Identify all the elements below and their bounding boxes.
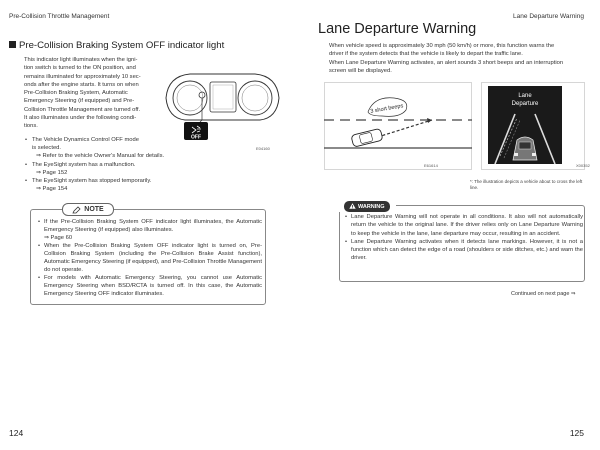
page-reference-link[interactable]: ⇒ Refer to the vehicle Owner's Manual for details. — [36, 153, 165, 160]
page-reference-link[interactable]: ⇒ Page 60 — [44, 235, 73, 241]
note-text — [38, 218, 262, 298]
warning-item: • Lane Departure Warning will not operate in all conditions. It also will not automatically return the vehicle to the original lane. If the driver relies only on Lane Departure Warning to keep the vehicle in the lane, lane departure may occur, resulting in an accident. — [345, 213, 583, 238]
center-display — [210, 82, 236, 112]
warning-display-figure — [481, 82, 585, 170]
figure-code: E04160 — [256, 146, 270, 151]
figure-code: X00352 — [576, 163, 590, 168]
body-line: This indicator light illuminates when the igni- — [24, 57, 138, 63]
beep-label: 3 short beeps — [369, 103, 404, 115]
page-reference-link[interactable]: ⇒ Page 152 — [36, 169, 68, 176]
warning-triangle-icon — [349, 203, 356, 209]
intro-paragraph — [329, 42, 585, 75]
intro-line: When Lane Departure Warning activates, an alert sounds 3 short beeps and an interruption — [329, 59, 564, 66]
body-line: remains illuminated for approximately 10 sec- — [24, 73, 141, 80]
square-bullet-icon — [9, 41, 16, 48]
body-line: It also illuminates under the following condi- — [24, 115, 137, 122]
section-title-text: Pre-Collision Braking System OFF indicator light — [19, 40, 225, 51]
intro-line: When vehicle speed is approximately 30 mph (50 km/h) or more, this function warns the — [329, 43, 555, 49]
list-item: • The EyeSight system has stopped temporarily. — [24, 177, 274, 185]
page-number: 125 — [569, 428, 584, 438]
intro-line: driver if the system detects that the vehicle is likely to depart the traffic lane. — [329, 51, 523, 58]
right-header: Lane Departure Warning — [513, 13, 584, 20]
note-item: • When the Pre-Collision Braking System OFF indicator light is turned on, Pre-Collision Braking System (including the Pre-Collision Brake Assist function), Automatic Emergency Steering (if equipped), and Pre-Collision Throttle Management do not operate. — [38, 242, 262, 274]
page-number: 124 — [9, 428, 24, 438]
continued-link[interactable]: Continued on next page ⇒ — [511, 291, 576, 297]
instrument-cluster-figure — [160, 62, 285, 152]
warning-item: • Lane Departure Warning activates when it detects lane markings. However, it is not a function which can detect the edge of a road (shoulders or side ditches, etc.) and warn the driver. — [345, 238, 583, 263]
warning-text — [345, 213, 583, 263]
note-item: • For models with Automatic Emergency Steering, you cannot use Automatic Emergency Steering when BSD/RCTA is turned off. In this case, the Automatic Emergency Steering OFF indicator illuminates. — [38, 274, 262, 298]
indicator-off-label: OFF — [191, 134, 201, 141]
body-line: tions. — [24, 123, 38, 130]
right-page — [300, 0, 600, 450]
figure-code: E61614 — [424, 163, 438, 168]
note-label: NOTE — [62, 203, 114, 216]
list-item: • The EyeSight system has a malfunction. — [24, 161, 274, 169]
body-line: Collision Throttle Management are turned off. — [24, 106, 141, 113]
lane-departure-figure — [324, 82, 472, 170]
list-item-continued: is selected. — [32, 145, 61, 152]
screen-label: Departure — [511, 101, 539, 107]
page-reference-link[interactable]: ⇒ Page 154 — [36, 186, 68, 193]
warning-badge: WARNING — [344, 201, 389, 212]
body-line: onds after the engine starts. It turns on when — [24, 81, 139, 88]
section-title — [9, 40, 224, 51]
body-line: tion switch is turned to the ON position, and — [24, 65, 136, 72]
body-line: Emergency Steering (if equipped) and Pre- — [24, 98, 135, 105]
page-title: Lane Departure Warning — [318, 21, 477, 37]
car-icon — [351, 128, 383, 147]
body-line: Pre-Collision Braking System, Automatic — [24, 90, 128, 97]
figure-caption: *: The illustration depicts a vehicle about to cross the left line. — [470, 179, 583, 190]
tachometer-gauge — [238, 81, 272, 115]
note-pencil-icon — [72, 206, 81, 214]
screen-car-icon — [513, 137, 537, 160]
body-paragraph — [24, 56, 159, 131]
intro-line: screen will be displayed. — [329, 67, 392, 74]
list-item: • The Vehicle Dynamics Control OFF mode — [24, 136, 274, 144]
screen-label: Lane — [518, 93, 532, 99]
warning-label — [338, 200, 396, 212]
note-item: • If the Pre-Collision Braking System OFF indicator light illuminates, the Automatic Emergency Steering (if equipped) also illuminates. — [38, 218, 262, 234]
left-header: Pre-Collision Throttle Management — [9, 13, 110, 20]
arrow-icon — [427, 118, 432, 123]
